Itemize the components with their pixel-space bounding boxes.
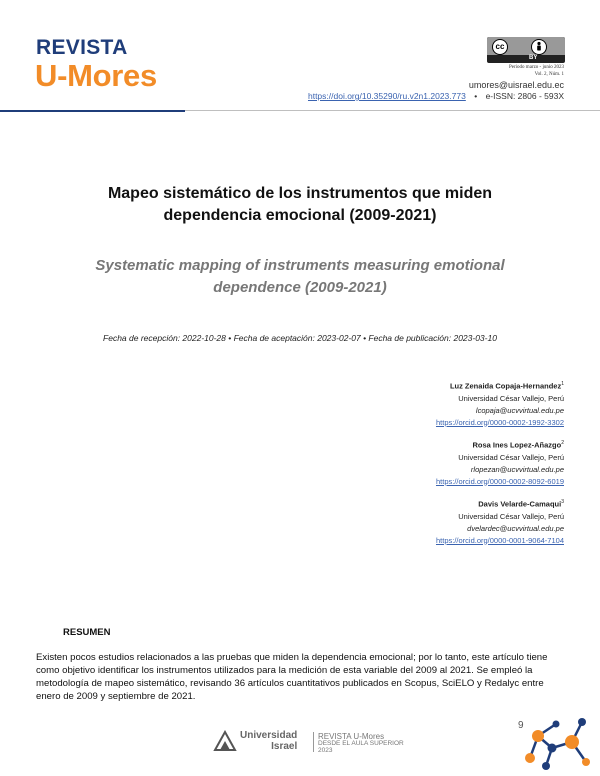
attribution-person-icon: [531, 39, 547, 55]
footer-logo: [213, 730, 237, 757]
issue-volume: Vol. 2, Núm. 1: [534, 72, 564, 77]
author-orcid-link[interactable]: https://orcid.org/0000-0001-9064-7104: [435, 535, 564, 545]
article-title-spanish: Mapeo sistemático de los instrumentos que miden dependencia emocional (2009-2021): [107, 185, 493, 224]
article-title-english: Systematic mapping of instruments measuring emotional dependence (2009-2021): [95, 257, 505, 296]
author-orcid-link[interactable]: https://orcid.org/0000-0002-8092-6019: [435, 476, 564, 486]
abstract-heading: RESUMEN: [63, 627, 111, 638]
header-divider: [185, 110, 600, 111]
university-emblem-icon: [213, 730, 237, 752]
author-orcid-link[interactable]: https://orcid.org/0000-0002-1992-3302: [435, 417, 564, 427]
license-by-label: BY: [529, 55, 538, 61]
author-block: Rosa Ines Lopez-Añazgo$^2$ Universidad César Vallejo, Perú rlopezan@ucvvirtual.edu.pe https://orcid.org/0000-0002-8092-6019: [435, 440, 564, 486]
separator: •: [474, 91, 478, 101]
author-name: Rosa Ines Lopez-Añazgo: [472, 440, 562, 450]
footer-university-name: Universidad Israel: [240, 730, 298, 752]
author-affiliation: Universidad César Vallejo, Perú: [458, 452, 564, 462]
author-affiliation: Universidad César Vallejo, Perú: [458, 511, 564, 521]
journal-logo-revista: REVISTA: [36, 36, 128, 59]
author-email[interactable]: rlopezan@ucvvirtual.edu.pe: [470, 464, 564, 474]
doi-link[interactable]: https://doi.org/10.35290/ru.v2n1.2023.773: [307, 91, 466, 101]
network-nodes-graphic: [520, 712, 592, 772]
abstract-text: Existen pocos estudios relacionados a las pruebas que miden la dependencia emocional; por lo tanto, este artículo tiene como objetivo identificar los instrumentos utilizados para la medición de esta variable del 2009 al 2021. Se empleó la metodología de mapeo sistemático, revisando 36 artículos cuantitativos publicados en Scopus, SciELO y Redalyc entre enero de 2009 y septiembre de 2021.: [36, 652, 548, 702]
author-email[interactable]: lcopaja@ucvvirtual.edu.pe: [475, 405, 564, 415]
header-divider-accent: [0, 110, 185, 112]
footer-divider: [313, 732, 314, 752]
author-affiliation: Universidad César Vallejo, Perú: [458, 393, 564, 403]
author-name: Luz Zenaida Copaja-Hernandez: [449, 381, 562, 391]
author-email[interactable]: dvelardec@ucvvirtual.edu.pe: [467, 523, 564, 533]
cc-icon: cc: [492, 39, 508, 55]
author-block: Davis Velarde-Camaqui$^3$ Universidad César Vallejo, Perú dvelardec@ucvvirtual.edu.pe https://orcid.org/0000-0001-9064-7104: [435, 499, 564, 545]
journal-email: umores@uisrael.edu.ec: [468, 80, 564, 90]
author-name: Davis Velarde-Camaqui: [478, 499, 562, 509]
footer-journal-name: REVISTA U-Mores DESDE EL AULA SUPERIOR 2023: [318, 732, 404, 754]
doi-line: [308, 91, 564, 101]
publication-dates: Fecha de recepción: 2022-10-28 • Fecha de aceptación: 2023-02-07 • Fecha de publicación: 2023-03-10: [103, 333, 497, 343]
journal-logo-umores: U-Mores: [35, 58, 157, 93]
eissn: e-ISSN: 2806 - 593X: [485, 91, 564, 101]
creative-commons-license-badge[interactable]: [487, 37, 565, 63]
author-block: Luz Zenaida Copaja-Hernandez$^1$ Universidad César Vallejo, Perú lcopaja@ucvvirtual.edu.pe https://orcid.org/0000-0002-1992-3302: [435, 381, 564, 427]
issue-period: Periodo marzo - junio 2023: [509, 65, 564, 70]
page-number: 9: [518, 720, 524, 731]
